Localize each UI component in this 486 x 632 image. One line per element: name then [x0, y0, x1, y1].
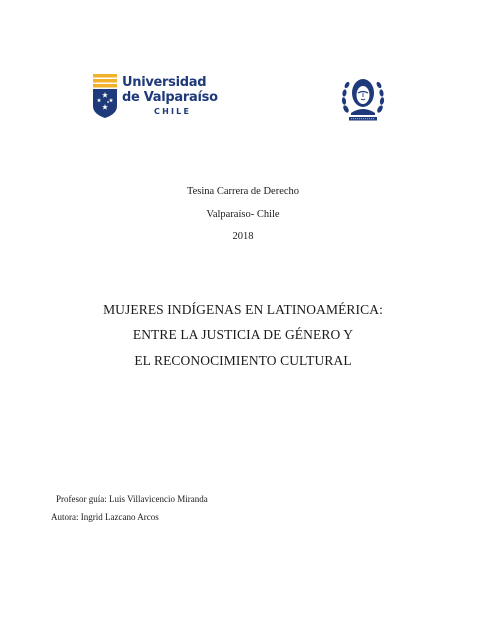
year: 2018 [232, 231, 254, 242]
author-credit: Autora: Ingrid Lazcano Arcos [51, 512, 159, 522]
thesis-title-line1: MUJERES INDÍGENAS EN LATINOAMÉRICA: [103, 302, 383, 317]
advisor-credit: Profesor guía: Luis Villavicencio Miranda [56, 494, 208, 504]
thesis-title-line2: ENTRE LA JUSTICIA DE GÉNERO Y [132, 327, 354, 342]
logo-country: CHILE [154, 107, 192, 116]
university-shield-icon [92, 74, 118, 118]
city-country: Valparaíso- Chile [206, 209, 280, 220]
logo-name-line1: Universidad [122, 75, 207, 90]
program-name: Tesina Carrera de Derecho [186, 186, 300, 197]
thesis-title-line3: EL RECONOCIMIENTO CULTURAL [134, 353, 352, 368]
faculty-seal-portrait-icon [340, 73, 386, 123]
logo-name-line2: de Valparaíso [122, 90, 218, 105]
university-logo [92, 74, 218, 122]
